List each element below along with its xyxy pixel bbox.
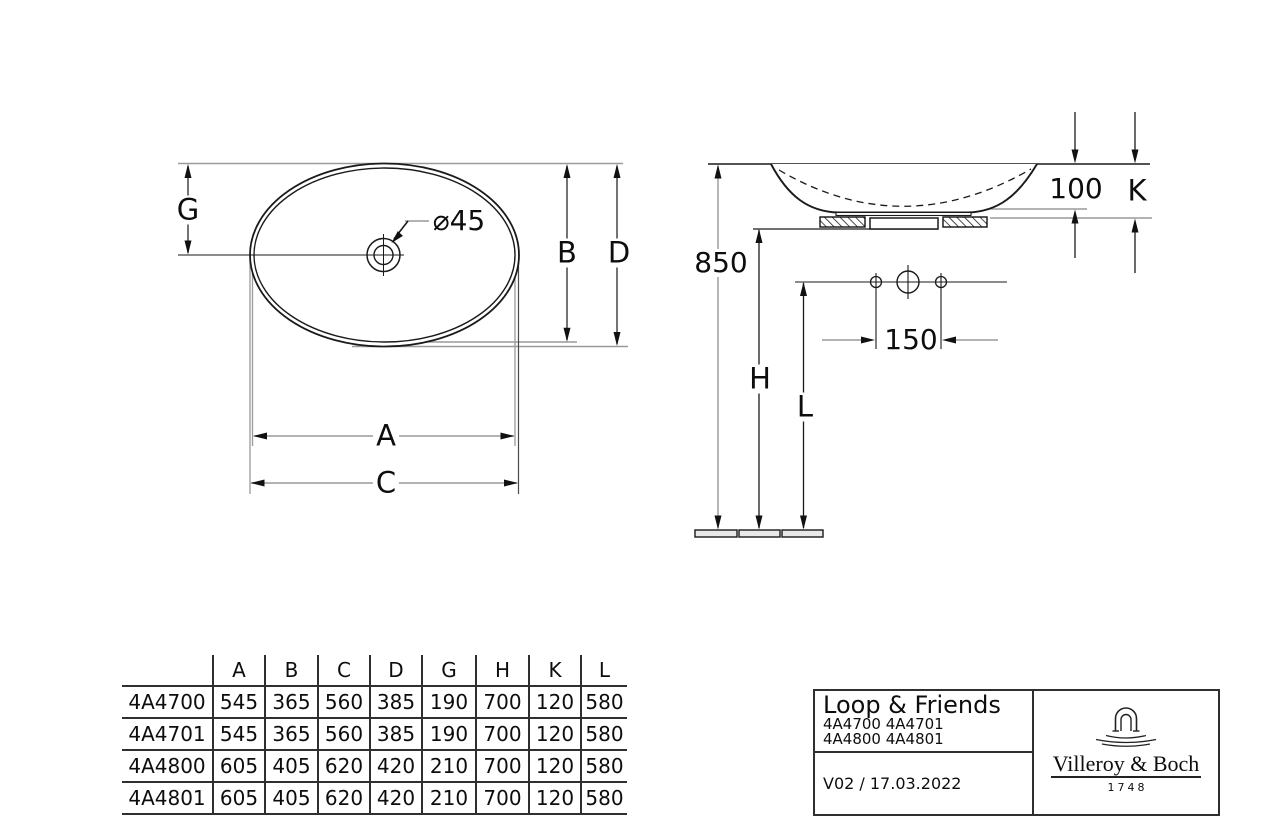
model-number: 4A4701: [122, 718, 213, 750]
model-number: 4A4801: [122, 782, 213, 814]
dim-label-a: A: [373, 422, 399, 451]
drain-fitting: [870, 218, 938, 229]
col-header: B: [265, 655, 318, 686]
table-cell: 210: [422, 782, 476, 814]
table-cell: 120: [529, 686, 581, 718]
table-cell: 560: [318, 686, 370, 718]
table-cell: 700: [476, 686, 529, 718]
floor-line: [695, 530, 823, 537]
model-numbers-line2: 4A4800 4A4801: [823, 730, 944, 748]
table-cell: 605: [213, 782, 265, 814]
model-numbers-line1: 4A4700 4A4701: [823, 715, 944, 733]
table-cell: 190: [422, 686, 476, 718]
basin-top-view: [178, 164, 628, 495]
title-block: [813, 689, 1220, 816]
table-cell: 420: [370, 782, 422, 814]
col-header: H: [476, 655, 529, 686]
brand-logo-block: [1034, 691, 1218, 814]
dim-label-c: C: [373, 469, 399, 498]
brand-founding-year: 1748: [1107, 781, 1148, 794]
table-cell: 120: [529, 750, 581, 782]
table-cell: 620: [318, 782, 370, 814]
table-cell: 580: [581, 782, 627, 814]
dim-label-b: B: [554, 239, 580, 268]
table-cell: 620: [318, 750, 370, 782]
dim-label-850: 850: [691, 249, 750, 277]
dim-label-150: 150: [881, 326, 940, 354]
table-cell: 365: [265, 718, 318, 750]
brand-name: Villeroy & Boch: [1052, 751, 1200, 776]
table-cell: 365: [265, 686, 318, 718]
drain-diameter-label: ⌀45: [430, 207, 489, 235]
table-cell: 120: [529, 782, 581, 814]
product-line-name: Loop & Friends: [823, 691, 1001, 719]
table-cell: 700: [476, 750, 529, 782]
table-cell: 545: [213, 686, 265, 718]
table-cell: 420: [370, 750, 422, 782]
table-row: [122, 750, 627, 782]
table-header-row: [122, 655, 627, 686]
table-row: [122, 782, 627, 814]
table-cell: 405: [265, 782, 318, 814]
table-cell: 210: [422, 750, 476, 782]
table-cell: 700: [476, 718, 529, 750]
dimension-table: [122, 655, 627, 815]
table-cell: 580: [581, 686, 627, 718]
dim-label-l: L: [794, 393, 816, 422]
table-cell: 120: [529, 718, 581, 750]
table-cell: 560: [318, 718, 370, 750]
table-cell: 700: [476, 782, 529, 814]
col-header: A: [213, 655, 265, 686]
dim-label-k: K: [1124, 177, 1149, 206]
table-cell: 385: [370, 686, 422, 718]
col-header: G: [422, 655, 476, 686]
basin-base-strip: [836, 213, 971, 216]
table-cell: 405: [265, 750, 318, 782]
table-row: [122, 686, 627, 718]
title-block-identification: [815, 691, 1034, 814]
col-header: D: [370, 655, 422, 686]
table-cell: 385: [370, 718, 422, 750]
version-date: V02 / 17.03.2022: [823, 774, 962, 793]
table-cell: 580: [581, 750, 627, 782]
col-header: L: [581, 655, 627, 686]
col-header: C: [318, 655, 370, 686]
dim-label-100: 100: [1046, 175, 1105, 203]
model-number: 4A4700: [122, 686, 213, 718]
table-cell: 605: [213, 750, 265, 782]
table-cell: 580: [581, 718, 627, 750]
mounting-hatch-right: [943, 217, 987, 227]
dim-label-h: H: [746, 365, 774, 394]
bowl-outline: [771, 164, 1037, 213]
table-row: [122, 718, 627, 750]
table-cell: 190: [422, 718, 476, 750]
model-number: 4A4800: [122, 750, 213, 782]
table-cell: 545: [213, 718, 265, 750]
faucet-ripples-icon: [1084, 705, 1168, 751]
dim-label-d: D: [605, 239, 633, 268]
col-header: K: [529, 655, 581, 686]
mounting-hatch-left: [820, 217, 865, 227]
dim-label-g: G: [174, 196, 202, 225]
